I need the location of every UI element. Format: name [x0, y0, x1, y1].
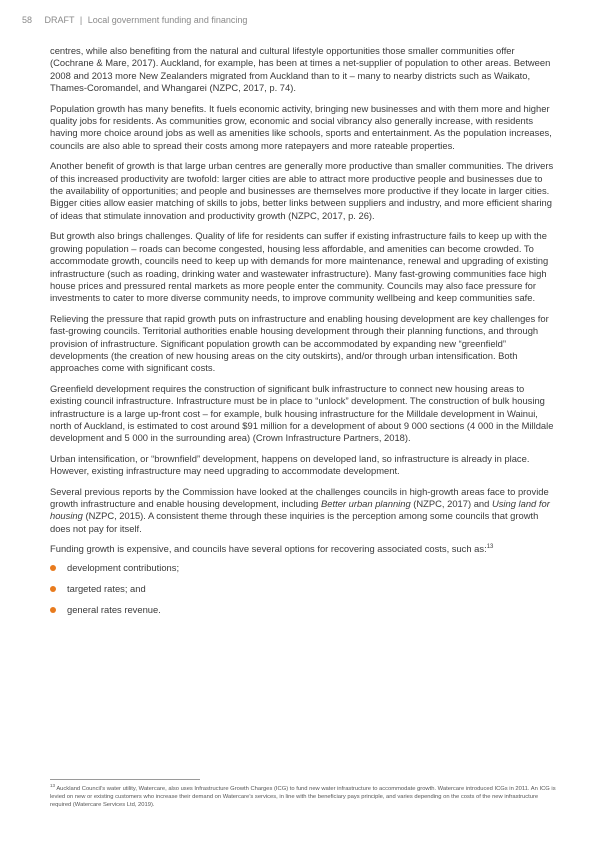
page-number: 58: [22, 15, 33, 25]
paragraph-9-text: Funding growth is expensive, and councils have several options for recovering associated costs, such as:: [50, 543, 487, 555]
running-header: [22, 15, 247, 25]
header-separator: |: [79, 15, 83, 25]
paragraph-5: Relieving the pressure that rapid growth puts on infrastructure and enabling housing development are key challenges for fast-growing councils. Territorial authorities enable housing development through their planning functions, and through provision of infrastructure. Significant population growth can be accommodated by expanding new “greenfield” developments (the creation of new housing areas on the city outskirts), and/or through urban intensification. Both approaches come with significant costs.: [50, 312, 549, 374]
bullet-dot-icon: [50, 586, 56, 592]
document-title: Local government funding and financing: [87, 15, 248, 25]
list-item-text: general rates revenue.: [67, 604, 161, 616]
bullet-dot-icon: [50, 565, 56, 571]
bullet-dot-icon: [50, 607, 56, 613]
paragraph-8-text-b: (NZPC, 2017) and: [410, 498, 492, 509]
draft-label: DRAFT: [44, 15, 75, 25]
paragraph-4: But growth also brings challenges. Quality of life for residents can suffer if existing infrastructure fails to keep up with the growing population – roads can become congested, housing less affordable, and amenities can become crowded. To accommodate growth, councils need to keep up with demands for more maintenance, renewal and upgrading of existing infrastructure (such as roading, drinking water and wastewater infrastructure). Many fast-growing communities face high house prices and pressured rental markets as more people enter the community. Councils may also face pressure for investments to cater to more diverse community needs, to improve community wellbeing and keep communities safe.: [50, 230, 549, 304]
footnote: [50, 785, 556, 809]
list-item: [50, 604, 556, 616]
funding-options-list: [50, 562, 556, 617]
report-title-better-urban-planning: Better urban planning: [321, 498, 411, 509]
paragraph-7: Urban intensification, or “brownfield” development, happens on developed land, so infrastructure is already in place. However, existing infrastructure may need upgrading to accommodate development.: [50, 452, 530, 477]
list-item-text: development contributions;: [67, 561, 180, 573]
body-text: [50, 45, 556, 626]
paragraph-3: Another benefit of growth is that large urban centres are generally more productive than smaller communities. The drivers of this increased productivity are twofold: larger cities are able to attract more productive people and businesses due to the availability of opportunities; and people and businesses are themselves more productive if they locate in larger cities. Bigger cities allow easier matching of skills to jobs, better links between suppliers and industry, and more efficient sharing of ideas that stimulate innovation and productivity growth (NZPC, 2017, p. 26).: [50, 160, 554, 221]
footnote-divider: [50, 779, 200, 780]
paragraph-9: [50, 543, 556, 555]
paragraph-8-text-a: Several previous reports by the Commission have looked at the challenges councils in high-growth areas face to provide growth infrastructure and enable housing development, including: [50, 485, 549, 509]
paragraph-1: centres, while also benefiting from the natural and cultural lifestyle opportunities those smaller communities offer (Cochrane & Mare, 2017). Auckland, for example, has been at times a net-supplier of population to other areas. Between 2008 and 2013 more New Zealanders migrated from Auckland than to it – many to nearby districts such as Waikato, Thames-Coromandel, and Whangarei (NZPC, 2017, p. 74).: [50, 45, 551, 94]
footnote-reference[interactable]: 13: [486, 544, 494, 551]
paragraph-8-text-c: (NZPC, 2015). A consistent theme through these inquiries is the perception among some councils that growth does not pay for itself.: [50, 510, 539, 534]
report-title-using-land-for-housing: Using land for housing: [50, 498, 550, 522]
paragraph-2: Population growth has many benefits. It fuels economic activity, bringing new businesses and with them more and higher quality jobs for residents. As communities grow, economic and social vibrancy also generally increase, with residents having more choice around jobs as well as amenities like schools, sports and entertainment. As the population increases, councils are also able to spread their costs among more ratepayers and more rateable properties.: [50, 102, 552, 151]
footnote-number: 13: [50, 783, 56, 789]
list-item-text: targeted rates; and: [67, 583, 146, 595]
paragraph-6: Greenfield development requires the construction of significant bulk infrastructure to connect new housing areas to existing council infrastructure. Infrastructure must be in place to “unlock” development. The construction of bulk housing infrastructure is a large up-front cost – for example, bulk housing infrastructure for the Milldale development in Wainui, north of Auckland, is estimated to cost around $91 million for a development of about 9 000 sections (4 000 in the Milldale development and 5 000 in the surrounding area) (Crown Infrastructure Partners, 2018).: [50, 382, 554, 444]
list-item: [50, 562, 556, 574]
paragraph-8: [50, 486, 556, 536]
footnote-text: Auckland Council’s water utility, Watercare, also uses Infrastructure Growth Charges (ICG) to fund new water infrastructure to accommodate growth. Watercare introduced ICGs in 2011. An ICG is levied on new or existing customers who increase their demand on Watercare’s services, in line with the beneficiary pays principle, and varies depending on the costs of the new infrastructure required (Watercare Services Ltd, 2019).: [50, 786, 556, 808]
list-item: [50, 583, 556, 595]
